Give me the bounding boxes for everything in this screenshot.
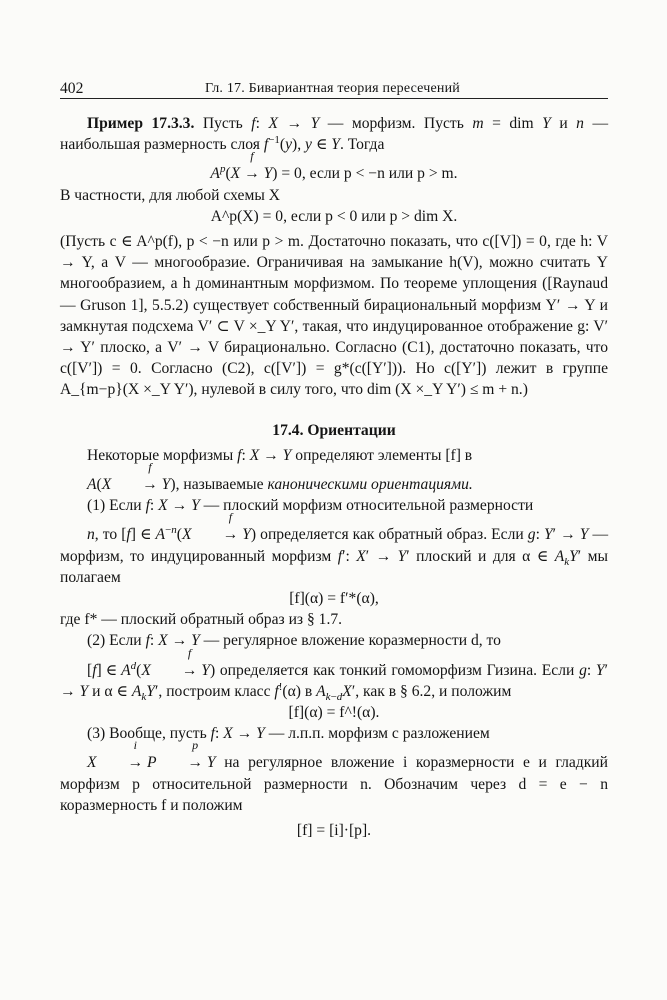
running-head-title: Гл. 17. Бивариантная теория пересечений xyxy=(205,81,460,96)
section-title: 17.4. Ориентации xyxy=(272,421,396,439)
display-equation-5: [f] = [i]·[p]. xyxy=(296,822,372,840)
display-equation-3: [f](α) = f′*(α), xyxy=(289,590,379,608)
item-2-paragraph: (2) Если f: X → Y — регулярное вложение коразмерности d, то [f] ∈ $A^d(X$ → f Y) определяется как тонкий гомоморфизм Гизина. Если g: Y′ → Y и α ∈ $A_kY'$, построим класс f!(α) в $A_{k-d}X'$, как в § 6.2, и положим xyxy=(60,632,609,703)
item-1-footer: где f* — плоский обратный образ из § 1.7. xyxy=(60,611,343,629)
example-paragraph: Пример 17.3.3. Пусть f: X → Y — морфизм. Пусть m = dim Y и n — наибольшая размерность слоя $f^{-1}(y)$, y ∈ Y. Тогда xyxy=(60,115,609,154)
page xyxy=(60,76,608,841)
section-intro: Некоторые морфизмы f: X → Y определяют элементы [f] в A(X → f Y), называемые каноническими ориентациями. xyxy=(87,446,473,494)
display-equation-4: [f](α) = f^!(α). xyxy=(288,704,380,722)
page-number: 402 xyxy=(60,80,84,97)
item-1-paragraph: (1) Если f: X → Y — плоский морфизм относительной размерности n, то [f] ∈ $A^{-n}(X$ → f Y) определяется как обратный образ. Если g: Y′ → Y — морфизм, то индуцированный морфизм f′: X′ → Y′ плоский и для α ∈ $A_kY'$ мы полагаем xyxy=(60,497,609,586)
running-header xyxy=(60,76,608,99)
item-3-paragraph: (3) Вообще, пусть f: X → Y — л.п.п. морфизм с разложением X → i P → p Y на регулярное вложение i коразмерности e и гладкий морфизм p относительной размерности n. Обозначим через d = e − n коразмерность f и положим xyxy=(60,725,608,814)
canonical-orientations-term: каноническими ориентациями. xyxy=(267,476,473,494)
example-title: Пример 17.3.3. xyxy=(87,115,195,132)
display-equation-1: $A^p(X$ → f Y) = 0, если p < −n или p > m. xyxy=(210,149,458,183)
in-particular-line: В частности, для любой схемы X xyxy=(60,186,280,204)
display-equation-2: A^p(X) = 0, если p < 0 или p > dim X. xyxy=(210,207,458,225)
proof-paragraph: (Пусть c ∈ A^p(f), p < −n или p > m. Достаточно показать, что c([V]) = 0, где h: V → Y, а V — многообразие. Ограничивая на замыкание h(V), можно считать Y многообразием, а h доминантным морфизмом. По теореме уплощения ([Raynaud — Gruson 1], 5.5.2) существует собственный бирациональный морфизм Y′ → Y и замкнутая подсхема V′ ⊂ V ×_Y Y′, такая, что индуцированное отображение g: V′ → Y′ плоско, а V′ → V бирационально. Согласно (C1), достаточно показать, что c([V′]) = 0. Согласно (C2), c([V′]) = g*(c([Y′])). Но c([Y′]) лежит в группе A_{m−p}(X ×_Y Y′), нулевой в силу того, что dim (X ×_Y Y′) ≤ m + n.) xyxy=(60,233,608,399)
